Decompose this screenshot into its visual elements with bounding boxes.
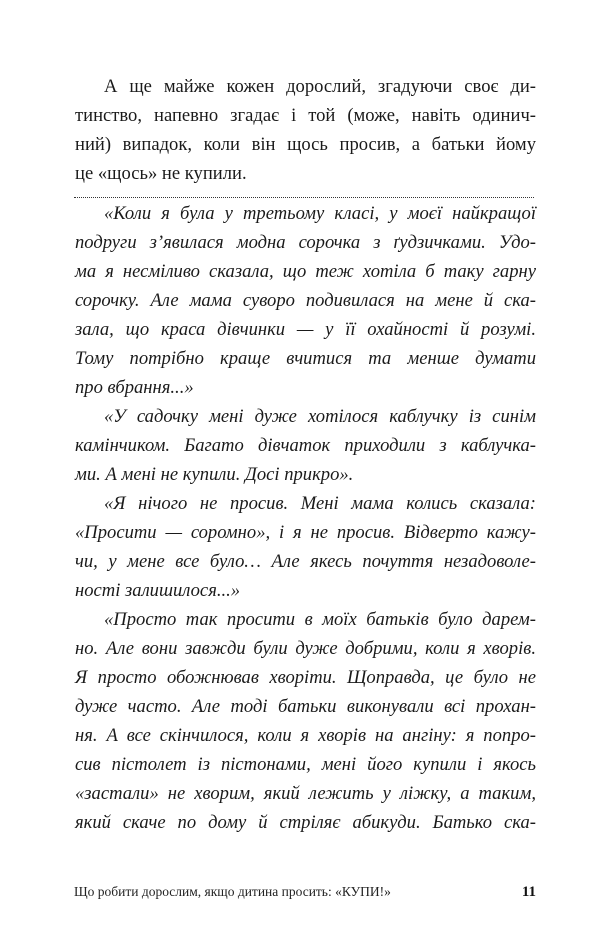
- text-line: «Я нічого не просив. Мені мама колись сказала:: [104, 493, 536, 514]
- text-line: ми. А мені не купили. Досі прикро».: [75, 464, 354, 485]
- text-line: це «щось» не купили.: [75, 163, 247, 184]
- text-line: чи, у мене все було… Але якесь почуття незадоволе-: [75, 551, 536, 572]
- text-line: тинство, напевно згадає і той (може, навіть одинич-: [75, 105, 536, 126]
- text-line: «Просто так просити в моїх батьків було дарем-: [104, 609, 536, 630]
- text-line: «Просити — соромно», і я не просив. Відверто кажу-: [75, 522, 536, 543]
- quotes-section: [75, 199, 536, 837]
- quote-paragraph: [75, 402, 536, 489]
- text-line: А ще майже кожен дорослий, згадуючи своє ди-: [104, 76, 536, 97]
- intro-paragraph: [75, 72, 536, 188]
- page-number: 11: [521, 883, 536, 900]
- text-line: ний) випадок, коли він щось просив, а батьки йому: [75, 134, 536, 155]
- text-line: про вбрання...»: [75, 377, 194, 398]
- text-line: камінчиком. Багато дівчаток приходили з каблучка-: [75, 435, 536, 456]
- text-line: який скаче по дому й стріляє абикуди. Батько ска-: [75, 812, 536, 833]
- running-title: Що робити дорослим, якщо дитина просить: «КУПИ!»: [74, 884, 391, 899]
- text-line: «У садочку мені дуже хотілося каблучку із синім: [104, 406, 536, 427]
- text-line: подруги з’явилася модна сорочка з ґудзичками. Удо-: [75, 232, 536, 253]
- text-line: но. Але вони завжди були дуже добрими, коли я хворів.: [75, 638, 536, 659]
- quote-paragraph: [75, 489, 536, 605]
- page-footer: [74, 880, 536, 904]
- text-line: ма я несміливо сказала, що теж хотіла б таку гарну: [75, 261, 536, 282]
- text-line: сив пістолет із пістонами, мені його купили і якось: [75, 754, 536, 775]
- text-line: Тому потрібно краще вчитися та менше думати: [75, 348, 536, 369]
- text-line: сорочку. Але мама суворо подивилася на мене й ска-: [75, 290, 536, 311]
- text-line: ності залишилося...»: [75, 580, 241, 601]
- text-line: «застали» не хворим, який лежить у ліжку, а таким,: [75, 783, 536, 804]
- quote-paragraph: [75, 605, 536, 837]
- text-line: дуже часто. Але тоді батьки виконували всі прохан-: [75, 696, 536, 717]
- text-line: зала, що краса дівчинки — у її охайності й розумі.: [75, 319, 536, 340]
- text-line: «Коли я була у третьому класі, у моєї найкращої: [104, 203, 536, 224]
- text-line: ня. А все скінчилося, коли я хворів на ангіну: я попро-: [75, 725, 536, 746]
- text-line: Я просто обожнював хворіти. Щоправда, це було не: [75, 667, 536, 688]
- dotted-separator: [74, 197, 534, 198]
- quote-paragraph: [75, 199, 536, 402]
